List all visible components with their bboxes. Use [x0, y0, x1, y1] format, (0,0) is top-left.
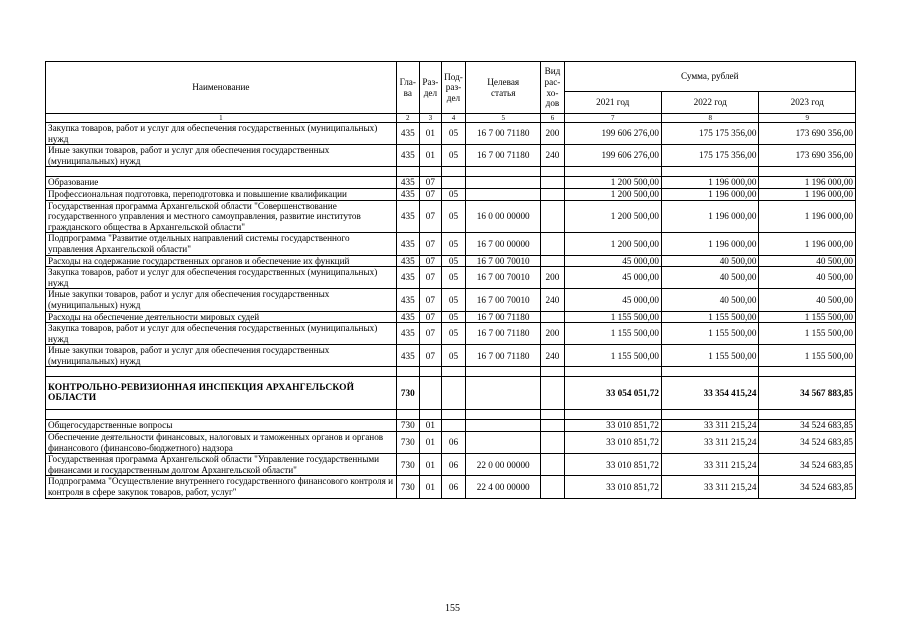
- row-target: 16 7 00 71180: [466, 345, 541, 367]
- row-name: Общегосударственные вопросы: [46, 420, 397, 432]
- row-glava: 435: [396, 177, 419, 189]
- table-row: [46, 255, 856, 267]
- blank-cell: [564, 410, 661, 420]
- row-target: [466, 177, 541, 189]
- row-amount-2023: 34 524 683,85: [759, 420, 856, 432]
- row-vid: [541, 188, 564, 200]
- column-number: 3: [419, 114, 441, 123]
- row-name: Расходы на обеспечение деятельности мировых судей: [46, 311, 397, 323]
- blank-cell: [661, 367, 758, 377]
- row-target: 22 4 00 00000: [466, 476, 541, 498]
- column-number: 7: [564, 114, 661, 123]
- row-vid: [541, 454, 564, 476]
- row-vid: [541, 377, 564, 410]
- row-glava: 730: [396, 476, 419, 498]
- table-row: [46, 188, 856, 200]
- row-vid: 240: [541, 289, 564, 311]
- blank-cell: [419, 410, 441, 420]
- row-name: Иные закупки товаров, работ и услуг для обеспечения государственных (муниципальных) нужд: [46, 345, 397, 367]
- row-glava: 435: [396, 123, 419, 145]
- row-razdel: 01: [419, 145, 441, 167]
- row-razdel: 01: [419, 420, 441, 432]
- row-glava: 435: [396, 145, 419, 167]
- blank-cell: [46, 367, 397, 377]
- section-total-row: [46, 377, 856, 410]
- blank-cell: [564, 167, 661, 177]
- table-row: [46, 177, 856, 189]
- column-number: 1: [46, 114, 397, 123]
- column-number: 4: [441, 114, 465, 123]
- row-razdel: 07: [419, 267, 441, 289]
- row-podrazdel: [441, 377, 465, 410]
- row-podrazdel: 05: [441, 145, 465, 167]
- row-podrazdel: 05: [441, 123, 465, 145]
- row-amount-2023: 1 196 000,00: [759, 177, 856, 189]
- row-podrazdel: 05: [441, 188, 465, 200]
- row-target: [466, 188, 541, 200]
- column-number: 9: [759, 114, 856, 123]
- header-glava: Гла- ва: [396, 62, 419, 114]
- row-glava: 730: [396, 420, 419, 432]
- row-glava: 730: [396, 432, 419, 454]
- blank-cell: [541, 167, 564, 177]
- row-podrazdel: 05: [441, 323, 465, 345]
- column-number: 5: [466, 114, 541, 123]
- row-amount-2023: 173 690 356,00: [759, 145, 856, 167]
- table-row: [46, 311, 856, 323]
- row-amount-2021: 1 155 500,00: [564, 323, 661, 345]
- row-amount-2022: 33 311 215,24: [661, 432, 758, 454]
- row-target: 16 7 00 70010: [466, 289, 541, 311]
- row-amount-2022: 33 354 415,24: [661, 377, 758, 410]
- blank-cell: [396, 410, 419, 420]
- row-name: Подпрограмма "Осуществление внутреннего государственного финансового контроля и контроля в сфере закупок товаров, работ, услуг": [46, 476, 397, 498]
- row-vid: [541, 233, 564, 255]
- row-target: [466, 377, 541, 410]
- row-amount-2021: 45 000,00: [564, 289, 661, 311]
- row-amount-2023: 173 690 356,00: [759, 123, 856, 145]
- blank-cell: [661, 167, 758, 177]
- row-target: 16 7 00 71180: [466, 323, 541, 345]
- row-amount-2023: 40 500,00: [759, 289, 856, 311]
- row-glava: 435: [396, 323, 419, 345]
- row-razdel: 07: [419, 323, 441, 345]
- row-vid: [541, 420, 564, 432]
- row-amount-2023: 1 155 500,00: [759, 323, 856, 345]
- row-amount-2023: 34 567 883,85: [759, 377, 856, 410]
- row-podrazdel: 05: [441, 200, 465, 233]
- row-target: 16 7 00 70010: [466, 267, 541, 289]
- row-amount-2021: 199 606 276,00: [564, 123, 661, 145]
- row-name: Подпрограмма "Развитие отдельных направлений системы государственного управления Архангельской области": [46, 233, 397, 255]
- row-glava: 435: [396, 345, 419, 367]
- row-amount-2021: 33 010 851,72: [564, 432, 661, 454]
- blank-cell: [46, 410, 397, 420]
- row-razdel: 07: [419, 345, 441, 367]
- row-vid: [541, 432, 564, 454]
- row-amount-2023: 1 196 000,00: [759, 188, 856, 200]
- row-vid: [541, 476, 564, 498]
- row-name: Иные закупки товаров, работ и услуг для обеспечения государственных (муниципальных) нужд: [46, 145, 397, 167]
- blank-row: [46, 410, 856, 420]
- row-amount-2022: 40 500,00: [661, 267, 758, 289]
- table-row: [46, 476, 856, 498]
- blank-cell: [396, 167, 419, 177]
- header-target: Целевая статья: [466, 62, 541, 114]
- blank-cell: [541, 410, 564, 420]
- blank-cell: [759, 410, 856, 420]
- row-amount-2022: 175 175 356,00: [661, 145, 758, 167]
- row-name: Образование: [46, 177, 397, 189]
- row-amount-2021: 1 200 500,00: [564, 188, 661, 200]
- row-razdel: 07: [419, 200, 441, 233]
- row-amount-2023: 34 524 683,85: [759, 454, 856, 476]
- row-razdel: 01: [419, 123, 441, 145]
- row-podrazdel: [441, 177, 465, 189]
- row-name: Закупка товаров, работ и услуг для обеспечения государственных (муниципальных) нужд: [46, 267, 397, 289]
- row-amount-2023: 34 524 683,85: [759, 432, 856, 454]
- blank-cell: [441, 410, 465, 420]
- row-podrazdel: 05: [441, 255, 465, 267]
- row-podrazdel: 05: [441, 267, 465, 289]
- row-amount-2021: 33 010 851,72: [564, 454, 661, 476]
- row-name: Иные закупки товаров, работ и услуг для обеспечения государственных (муниципальных) нужд: [46, 289, 397, 311]
- row-amount-2023: 1 155 500,00: [759, 345, 856, 367]
- table-body: [46, 123, 856, 499]
- row-amount-2021: 1 200 500,00: [564, 233, 661, 255]
- header-year-2022: 2022 год: [661, 92, 758, 114]
- row-glava: 435: [396, 311, 419, 323]
- row-razdel: 01: [419, 476, 441, 498]
- row-amount-2023: 1 196 000,00: [759, 200, 856, 233]
- blank-cell: [419, 167, 441, 177]
- table-row: [46, 454, 856, 476]
- row-podrazdel: 05: [441, 233, 465, 255]
- row-amount-2023: 1 196 000,00: [759, 233, 856, 255]
- header-name: Наименование: [46, 62, 397, 114]
- column-numbers-row: [46, 114, 856, 123]
- blank-cell: [541, 367, 564, 377]
- row-target: 16 7 00 00000: [466, 233, 541, 255]
- table-row: [46, 432, 856, 454]
- row-name: Государственная программа Архангельской области "Совершенствование государственного управления и местного самоуправления, развитие институтов гражданского общества в Архангельской области": [46, 200, 397, 233]
- row-vid: 240: [541, 145, 564, 167]
- row-target: 22 0 00 00000: [466, 454, 541, 476]
- row-podrazdel: 05: [441, 311, 465, 323]
- blank-cell: [661, 410, 758, 420]
- table-row: [46, 145, 856, 167]
- row-name: Государственная программа Архангельской области "Управление государственными финансами и государственным долгом Архангельской области": [46, 454, 397, 476]
- row-amount-2022: 1 196 000,00: [661, 188, 758, 200]
- row-target: 16 7 00 71180: [466, 311, 541, 323]
- row-amount-2022: 1 196 000,00: [661, 233, 758, 255]
- table-row: [46, 267, 856, 289]
- row-razdel: 01: [419, 454, 441, 476]
- row-amount-2021: 33 010 851,72: [564, 420, 661, 432]
- header-podrazdel: Под- раз- дел: [441, 62, 465, 114]
- column-number: 8: [661, 114, 758, 123]
- row-amount-2022: 1 155 500,00: [661, 323, 758, 345]
- row-target: 16 0 00 00000: [466, 200, 541, 233]
- row-razdel: 07: [419, 311, 441, 323]
- row-target: 16 7 00 71180: [466, 123, 541, 145]
- row-vid: [541, 177, 564, 189]
- row-razdel: 01: [419, 432, 441, 454]
- row-razdel: 07: [419, 188, 441, 200]
- row-podrazdel: 06: [441, 476, 465, 498]
- row-razdel: 07: [419, 255, 441, 267]
- table-row: [46, 289, 856, 311]
- header-year-2021: 2021 год: [564, 92, 661, 114]
- row-name: Профессиональная подготовка, переподготовка и повышение квалификации: [46, 188, 397, 200]
- row-vid: 200: [541, 267, 564, 289]
- row-glava: 730: [396, 377, 419, 410]
- blank-cell: [441, 367, 465, 377]
- row-name: Закупка товаров, работ и услуг для обеспечения государственных (муниципальных) нужд: [46, 123, 397, 145]
- blank-row: [46, 167, 856, 177]
- row-vid: 240: [541, 345, 564, 367]
- row-vid: 200: [541, 123, 564, 145]
- row-amount-2023: 1 155 500,00: [759, 311, 856, 323]
- row-glava: 435: [396, 188, 419, 200]
- row-amount-2022: 40 500,00: [661, 255, 758, 267]
- header-sum: Сумма, рублей: [564, 62, 856, 92]
- row-amount-2022: 1 155 500,00: [661, 311, 758, 323]
- row-name: Обеспечение деятельности финансовых, налоговых и таможенных органов и органов финансового (финансово-бюджетного) надзора: [46, 432, 397, 454]
- row-amount-2021: 45 000,00: [564, 267, 661, 289]
- blank-cell: [396, 367, 419, 377]
- header-vid: Вид рас- хо- дов: [541, 62, 564, 114]
- row-razdel: 07: [419, 289, 441, 311]
- blank-cell: [759, 367, 856, 377]
- row-amount-2022: 1 196 000,00: [661, 177, 758, 189]
- blank-row: [46, 367, 856, 377]
- row-amount-2021: 1 200 500,00: [564, 200, 661, 233]
- table-row: [46, 200, 856, 233]
- blank-cell: [46, 167, 397, 177]
- row-podrazdel: [441, 420, 465, 432]
- row-name: Расходы на содержание государственных органов и обеспечение их функций: [46, 255, 397, 267]
- header-year-2023: 2023 год: [759, 92, 856, 114]
- table-row: [46, 323, 856, 345]
- column-number: 6: [541, 114, 564, 123]
- column-number: 2: [396, 114, 419, 123]
- row-target: 16 7 00 70010: [466, 255, 541, 267]
- row-amount-2023: 40 500,00: [759, 255, 856, 267]
- row-target: 16 7 00 71180: [466, 145, 541, 167]
- row-amount-2021: 1 155 500,00: [564, 311, 661, 323]
- row-amount-2022: 33 311 215,24: [661, 454, 758, 476]
- row-vid: [541, 200, 564, 233]
- row-name: Закупка товаров, работ и услуг для обеспечения государственных (муниципальных) нужд: [46, 323, 397, 345]
- table-row: [46, 420, 856, 432]
- row-glava: 435: [396, 200, 419, 233]
- row-podrazdel: 05: [441, 345, 465, 367]
- row-glava: 435: [396, 289, 419, 311]
- blank-cell: [419, 367, 441, 377]
- row-podrazdel: 06: [441, 454, 465, 476]
- table-row: [46, 345, 856, 367]
- row-vid: [541, 255, 564, 267]
- row-amount-2022: 40 500,00: [661, 289, 758, 311]
- row-glava: 435: [396, 267, 419, 289]
- row-amount-2023: 40 500,00: [759, 267, 856, 289]
- row-glava: 730: [396, 454, 419, 476]
- row-amount-2021: 33 010 851,72: [564, 476, 661, 498]
- budget-table: [45, 61, 856, 499]
- row-glava: 435: [396, 233, 419, 255]
- row-target: [466, 420, 541, 432]
- page-number: 155: [445, 603, 460, 614]
- row-podrazdel: 05: [441, 289, 465, 311]
- row-razdel: 07: [419, 177, 441, 189]
- row-name: КОНТРОЛЬНО-РЕВИЗИОННАЯ ИНСПЕКЦИЯ АРХАНГЕЛЬСКОЙ ОБЛАСТИ: [46, 377, 397, 410]
- row-glava: 435: [396, 255, 419, 267]
- blank-cell: [466, 367, 541, 377]
- row-vid: [541, 311, 564, 323]
- row-amount-2022: 1 196 000,00: [661, 200, 758, 233]
- blank-cell: [564, 367, 661, 377]
- row-vid: 200: [541, 323, 564, 345]
- row-amount-2021: 1 155 500,00: [564, 345, 661, 367]
- row-razdel: [419, 377, 441, 410]
- blank-cell: [441, 167, 465, 177]
- row-razdel: 07: [419, 233, 441, 255]
- blank-cell: [759, 167, 856, 177]
- row-amount-2022: 33 311 215,24: [661, 420, 758, 432]
- row-amount-2021: 1 200 500,00: [564, 177, 661, 189]
- row-amount-2021: 33 054 051,72: [564, 377, 661, 410]
- row-amount-2022: 175 175 356,00: [661, 123, 758, 145]
- table-row: [46, 123, 856, 145]
- row-target: [466, 432, 541, 454]
- row-amount-2022: 1 155 500,00: [661, 345, 758, 367]
- row-amount-2023: 34 524 683,85: [759, 476, 856, 498]
- blank-cell: [466, 410, 541, 420]
- row-amount-2022: 33 311 215,24: [661, 476, 758, 498]
- table-row: [46, 233, 856, 255]
- blank-cell: [466, 167, 541, 177]
- row-amount-2021: 199 606 276,00: [564, 145, 661, 167]
- header-razdel: Раз- дел: [419, 62, 441, 114]
- row-amount-2021: 45 000,00: [564, 255, 661, 267]
- row-podrazdel: 06: [441, 432, 465, 454]
